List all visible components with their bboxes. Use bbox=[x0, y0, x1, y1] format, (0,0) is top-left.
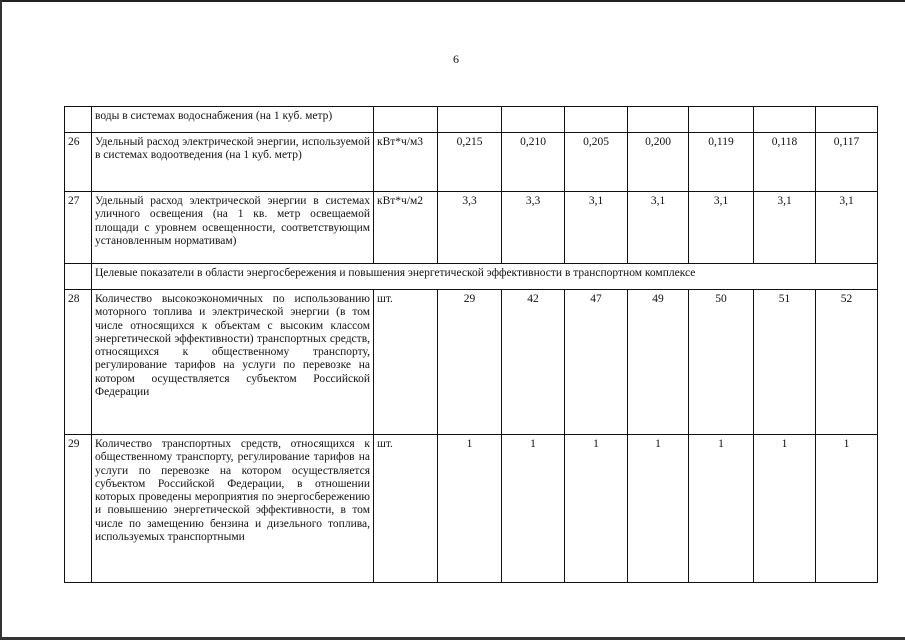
value-cell: 1 bbox=[689, 435, 754, 583]
value-cell: 1 bbox=[754, 435, 816, 583]
value-cell: 47 bbox=[565, 290, 628, 435]
value-cell: 0,210 bbox=[502, 133, 565, 192]
value-cell: 1 bbox=[502, 435, 565, 583]
value-cell: 1 bbox=[565, 435, 628, 583]
value-cell: 51 bbox=[754, 290, 816, 435]
value-cell: 42 bbox=[502, 290, 565, 435]
value-cell: 1 bbox=[438, 435, 502, 583]
value-cell: 0,117 bbox=[816, 133, 878, 192]
unit-cell: шт. bbox=[374, 290, 438, 435]
value-cell: 0,200 bbox=[628, 133, 689, 192]
table-row bbox=[65, 435, 878, 583]
value-cell: 3,1 bbox=[816, 192, 878, 264]
value-cell: 0,205 bbox=[565, 133, 628, 192]
unit-cell: кВт*ч/м3 bbox=[374, 133, 438, 192]
value-cell bbox=[565, 107, 628, 133]
value-cell: 3,3 bbox=[438, 192, 502, 264]
indicator-name: воды в системах водоснабжения (на 1 куб. метр) bbox=[92, 107, 374, 133]
row-number: 29 bbox=[65, 435, 92, 583]
value-cell: 49 bbox=[628, 290, 689, 435]
table-row bbox=[65, 107, 878, 133]
row-number bbox=[65, 264, 92, 290]
page-number: 6 bbox=[453, 52, 459, 66]
unit-cell: шт. bbox=[374, 435, 438, 583]
table-row bbox=[65, 192, 878, 264]
scan-border-top bbox=[0, 0, 905, 2]
value-cell: 0,118 bbox=[754, 133, 816, 192]
value-cell bbox=[816, 107, 878, 133]
row-number: 26 bbox=[65, 133, 92, 192]
value-cell: 3,3 bbox=[502, 192, 565, 264]
indicator-name: Количество высокоэкономичных по использованию моторного топлива и электрической энергии (в том числе относящихся к объектам с высоким классом энергетической эффективности) транспортных средств, относящихся к общественному транспорту, регулирование тарифов на услуги по перевозке на котором осуществляется субъектом Российской Федерации bbox=[92, 290, 374, 435]
row-number: 28 bbox=[65, 290, 92, 435]
unit-cell: кВт*ч/м2 bbox=[374, 192, 438, 264]
table-row bbox=[65, 290, 878, 435]
section-row bbox=[65, 264, 878, 290]
value-cell bbox=[628, 107, 689, 133]
value-cell: 3,1 bbox=[565, 192, 628, 264]
row-number: 27 bbox=[65, 192, 92, 264]
value-cell bbox=[689, 107, 754, 133]
indicator-name: Удельный расход электрической энергии, используемой в системах водоотведения (на 1 куб. метр) bbox=[92, 133, 374, 192]
row-number bbox=[65, 107, 92, 133]
scan-border-left bbox=[0, 0, 2, 640]
value-cell: 29 bbox=[438, 290, 502, 435]
value-cell: 0,215 bbox=[438, 133, 502, 192]
section-title: Целевые показатели в области энергосбережения и повышения энергетической эффективности в транспортном комплексе bbox=[92, 264, 878, 290]
indicators-table bbox=[64, 106, 878, 583]
value-cell bbox=[754, 107, 816, 133]
value-cell: 1 bbox=[816, 435, 878, 583]
value-cell: 52 bbox=[816, 290, 878, 435]
indicator-name: Количество транспортных средств, относящихся к общественному транспорту, регулирование тарифов на услуги по перевозке на котором осуществляется субъектом Российской Федерации, в отношении которых проведены мероприятия по энергосбережению и повышению энергетической эффективности, в том числе по замещению бензина и дизельного топлива, используемых транспортными bbox=[92, 435, 374, 583]
table-row bbox=[65, 133, 878, 192]
value-cell: 3,1 bbox=[689, 192, 754, 264]
value-cell bbox=[502, 107, 565, 133]
value-cell: 3,1 bbox=[628, 192, 689, 264]
indicator-name: Удельный расход электрической энергии в системах уличного освещения (на 1 кв. метр освещаемой площади с уровнем освещенности, соответствующим установленным нормативам) bbox=[92, 192, 374, 264]
unit-cell bbox=[374, 107, 438, 133]
value-cell: 1 bbox=[628, 435, 689, 583]
value-cell: 0,119 bbox=[689, 133, 754, 192]
value-cell: 50 bbox=[689, 290, 754, 435]
value-cell bbox=[438, 107, 502, 133]
value-cell: 3,1 bbox=[754, 192, 816, 264]
